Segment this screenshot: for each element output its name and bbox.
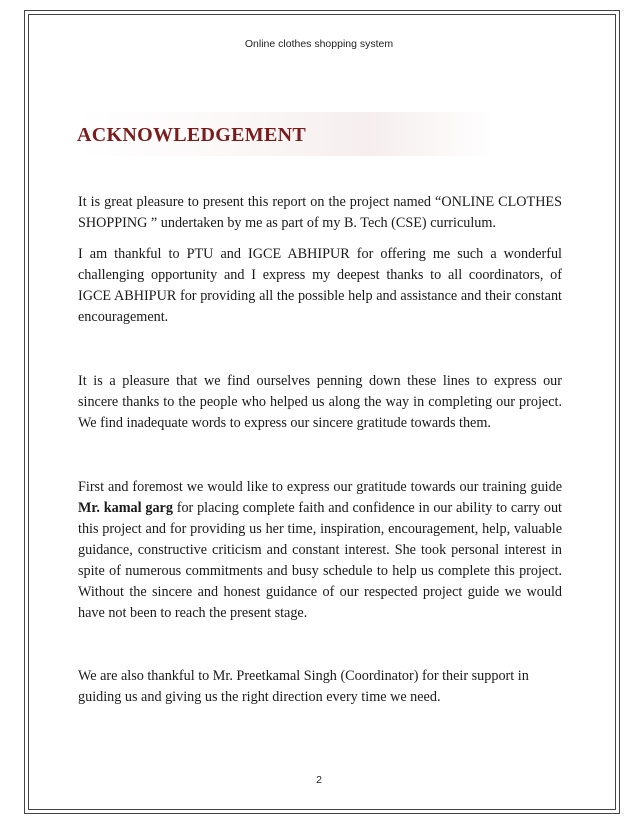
paragraph-thanks-people: It is a pleasure that we find ourselves penning down these lines to express our sincere thanks to the people who helped us along the way in completing our project. We find inadequate words to express our sincere gratitude towards them. xyxy=(78,373,562,431)
page-number: 2 xyxy=(316,774,322,786)
running-header: Online clothes shopping system xyxy=(244,38,394,50)
paragraph-thanks-guide xyxy=(78,477,562,624)
page-title: ACKNOWLEDGEMENT xyxy=(77,124,306,146)
paragraph-thanks-institution: I am thankful to PTU and IGCE ABHIPUR for offering me such a wonderful challenging opportunity and I express my deepest thanks to all coordinators, of IGCE ABHIPUR for providing all the possible help and assistance and their constant encouragement. xyxy=(78,246,562,325)
paragraph-thanks-coordinator: We are also thankful to Mr. Preetkamal Singh (Coordinator) for their support in guiding us and giving us the right direction every time we need. xyxy=(78,668,529,705)
paragraph-intro: It is great pleasure to present this report on the project named “ONLINE CLOTHES SHOPPING ” undertaken by me as part of my B. Tech (CSE) curriculum. xyxy=(78,194,562,231)
guide-text-after: for placing complete faith and confidence in our ability to carry out this project and for providing us her time, inspiration, encouragement, help, valuable guidance, constructive criticism and constant interest. She took personal interest in spite of numerous commitments and busy schedule to help us complete this project. Without the sincere and honest guidance of our respected project guide we would have not been to reach the present stage. xyxy=(78,500,562,621)
guide-text-before: First and foremost we would like to express our gratitude towards our training guide xyxy=(78,479,562,495)
guide-name: Mr. kamal garg xyxy=(78,500,173,516)
document-body xyxy=(78,192,562,708)
